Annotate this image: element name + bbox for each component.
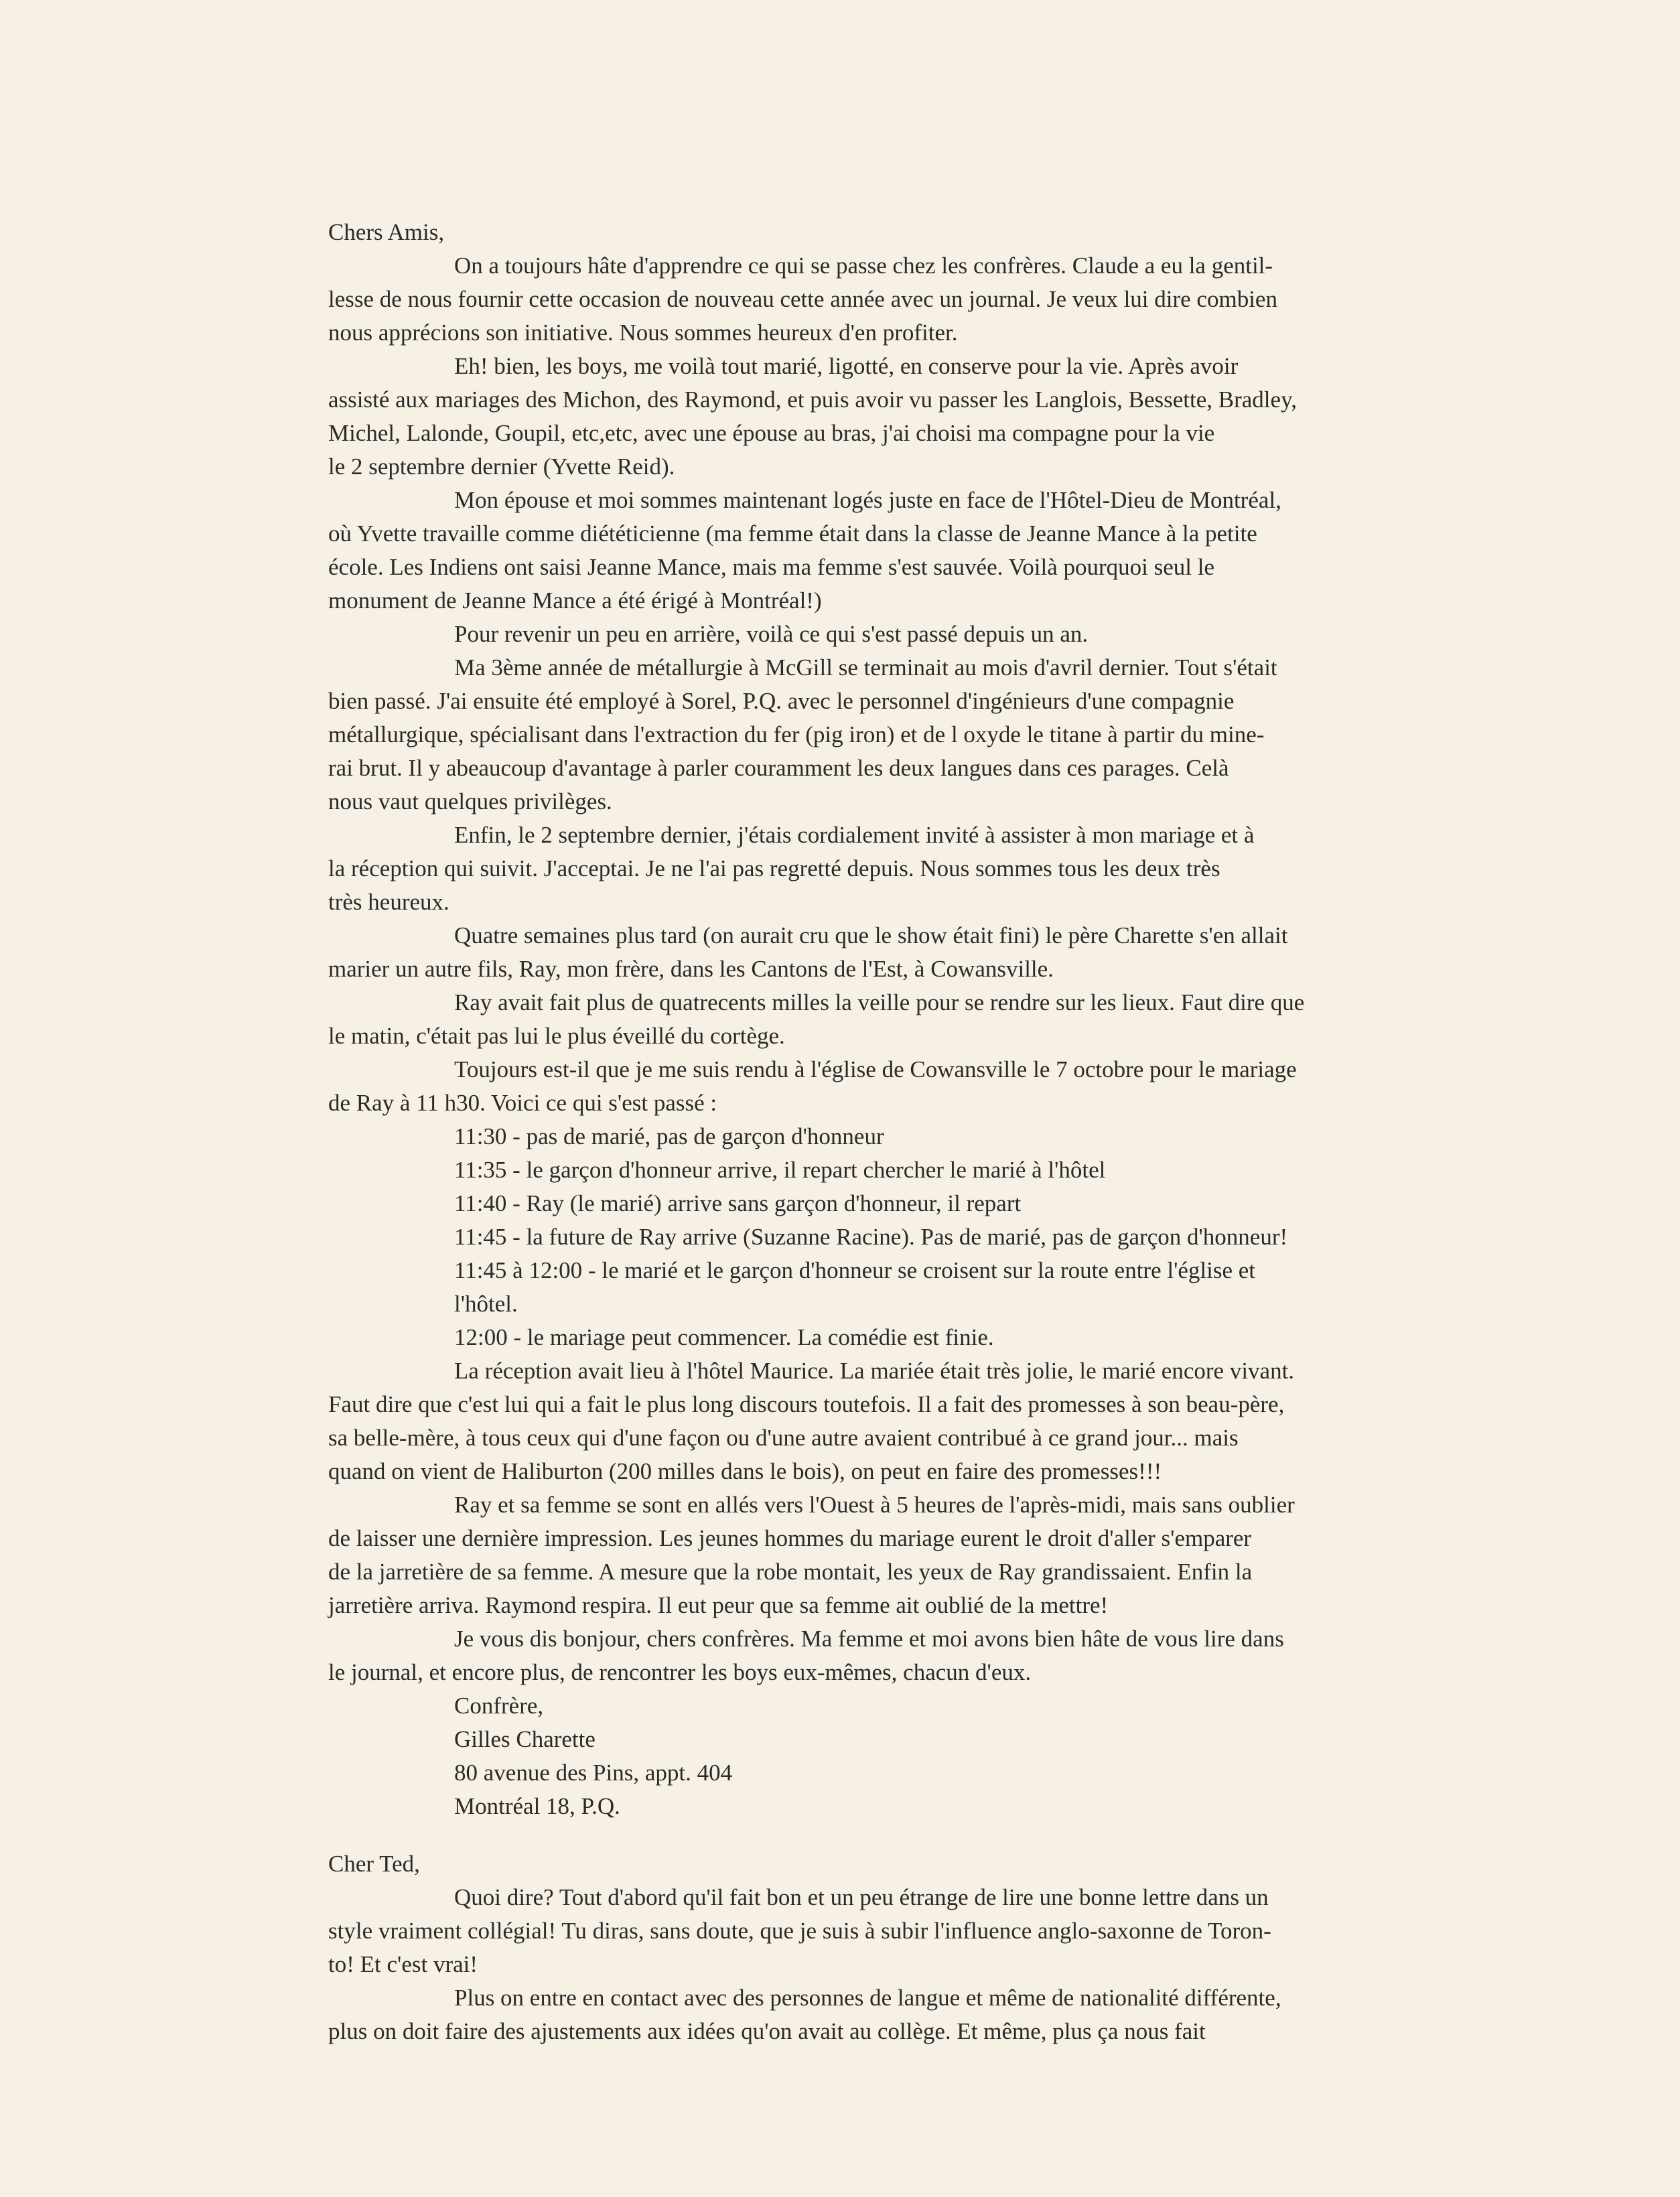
text-line: Ray avait fait plus de quatrecents milles la veille pour se rendre sur les lieux. Faut dire que [454, 989, 1305, 1015]
schedule-line: 11:30 - pas de marié, pas de garçon d'honneur [454, 1123, 884, 1149]
text-line: La réception avait lieu à l'hôtel Maurice. La mariée était très jolie, le marié encore vivant. [454, 1358, 1295, 1384]
text-line: sa belle-mère, à tous ceux qui d'une façon ou d'une autre avaient contribué à ce grand jour... mais [328, 1425, 1239, 1451]
text-line: On a toujours hâte d'apprendre ce qui se passe chez les confrères. Claude a eu la gentil- [454, 253, 1273, 279]
signature-block [328, 1689, 1507, 1823]
text-line: de Ray à 11 h30. Voici ce qui s'est passé : [328, 1090, 717, 1116]
text-line: to! Et c'est vrai! [328, 1951, 478, 1977]
text-line: Faut dire que c'est lui qui a fait le plus long discours toutefois. Il a fait des promesses à son beau-père, [328, 1391, 1285, 1417]
signature-line: Montréal 18, P.Q. [454, 1793, 620, 1819]
text-line: de la jarretière de sa femme. A mesure que la robe montait, les yeux de Ray grandissaient. Enfin la [328, 1559, 1253, 1585]
text-line: de laisser une dernière impression. Les jeunes hommes du mariage eurent le droit d'aller s'emparer [328, 1525, 1252, 1551]
text-line: le matin, c'était pas lui le plus éveillé du cortège. [328, 1023, 785, 1049]
text-line: nous vaut quelques privilèges. [328, 788, 612, 814]
text-line: Quoi dire? Tout d'abord qu'il fait bon et un peu étrange de lire une bonne lettre dans un [454, 1884, 1269, 1910]
text-line: Mon épouse et moi sommes maintenant logés juste en face de l'Hôtel-Dieu de Montréal, [454, 487, 1281, 513]
text-line: style vraiment collégial! Tu diras, sans doute, que je suis à subir l'influence anglo-saxonne de Toron- [328, 1918, 1271, 1944]
schedule-line: 11:45 - la future de Ray arrive (Suzanne Racine). Pas de marié, pas de garçon d'honneur! [454, 1224, 1288, 1250]
schedule-line: l'hôtel. [454, 1291, 518, 1317]
text-line: plus on doit faire des ajustements aux idées qu'on avait au collège. Et même, plus ça nous fait [328, 2018, 1206, 2044]
text-line: Ray et sa femme se sont en allés vers l'Ouest à 5 heures de l'après-midi, mais sans oublier [454, 1492, 1295, 1518]
text-line: rai brut. Il y abeaucoup d'avantage à parler couramment les deux langues dans ces parages. Celà [328, 755, 1229, 781]
salutation: Chers Amis, [328, 219, 445, 245]
text-line: Ma 3ème année de métallurgie à McGill se terminait au mois d'avril dernier. Tout s'était [454, 654, 1277, 681]
text-line: école. Les Indiens ont saisi Jeanne Mance, mais ma femme s'est sauvée. Voilà pourquoi seul le [328, 554, 1214, 580]
text-line: jarretière arriva. Raymond respira. Il eut peur que sa femme ait oublié de la mettre! [328, 1592, 1109, 1618]
letter-body [328, 1881, 1507, 2048]
text-line: Eh! bien, les boys, me voilà tout marié, ligotté, en conserve pour la vie. Après avoir [454, 353, 1239, 379]
salutation: Cher Ted, [328, 1851, 420, 1877]
text-line: la réception qui suivit. J'acceptai. Je ne l'ai pas regretté depuis. Nous sommes tous les deux très [328, 855, 1220, 881]
text-line: le 2 septembre dernier (Yvette Reid). [328, 453, 675, 480]
text-line: assisté aux mariages des Michon, des Raymond, et puis avoir vu passer les Langlois, Bessette, Bradley, [328, 386, 1298, 413]
letter-body-continued [328, 1354, 1507, 1689]
schedule-line: 12:00 - le mariage peut commencer. La comédie est finie. [454, 1324, 994, 1350]
text-line: où Yvette travaille comme diététicienne (ma femme était dans la classe de Jeanne Mance à la petite [328, 520, 1257, 547]
text-line: métallurgique, spécialisant dans l'extraction du fer (pig iron) et de l oxyde le titane à partir du mine- [328, 721, 1265, 748]
schedule-line: 11:45 à 12:00 - le marié et le garçon d'honneur se croisent sur la route entre l'église et [454, 1257, 1256, 1283]
text-line: Pour revenir un peu en arrière, voilà ce qui s'est passé depuis un an. [454, 621, 1089, 647]
text-line: marier un autre fils, Ray, mon frère, dans les Cantons de l'Est, à Cowansville. [328, 956, 1054, 982]
text-line: quand on vient de Haliburton (200 milles dans le bois), on peut en faire des promesses!!! [328, 1458, 1162, 1484]
letter-cher-ted [328, 1847, 1507, 2048]
text-line: Michel, Lalonde, Goupil, etc,etc, avec une épouse au bras, j'ai choisi ma compagne pour la vie [328, 420, 1215, 446]
text-line: lesse de nous fournir cette occasion de nouveau cette année avec un journal. Je veux lui dire combien [328, 286, 1277, 312]
schedule-line: 11:35 - le garçon d'honneur arrive, il repart chercher le marié à l'hôtel [454, 1157, 1106, 1183]
text-line: très heureux. [328, 889, 449, 915]
signature-line: Confrère, [454, 1693, 544, 1719]
letter-body [328, 249, 1507, 1120]
signature-line: Gilles Charette [454, 1726, 596, 1752]
wedding-schedule [328, 1120, 1507, 1354]
text-line: nous apprécions son initiative. Nous sommes heureux d'en profiter. [328, 320, 958, 346]
text-line: monument de Jeanne Mance a été érigé à Montréal!) [328, 587, 822, 614]
text-line: bien passé. J'ai ensuite été employé à Sorel, P.Q. avec le personnel d'ingénieurs d'une compagnie [328, 688, 1235, 714]
text-line: Plus on entre en contact avec des personnes de langue et même de nationalité différente, [454, 1985, 1281, 2011]
letter-gilles-charette [328, 216, 1507, 1823]
text-line: Quatre semaines plus tard (on aurait cru que le show était fini) le père Charette s'en allait [454, 922, 1288, 948]
text-line: le journal, et encore plus, de rencontrer les boys eux-mêmes, chacun d'eux. [328, 1659, 1032, 1685]
text-line: Je vous dis bonjour, chers confrères. Ma femme et moi avons bien hâte de vous lire dans [454, 1626, 1284, 1652]
signature-line: 80 avenue des Pins, appt. 404 [454, 1760, 733, 1786]
schedule-line: 11:40 - Ray (le marié) arrive sans garçon d'honneur, il repart [454, 1190, 1022, 1216]
text-line: Enfin, le 2 septembre dernier, j'étais cordialement invité à assister à mon mariage et à [454, 822, 1255, 848]
text-line: Toujours est-il que je me suis rendu à l'église de Cowansville le 7 octobre pour le mariage [454, 1056, 1297, 1082]
